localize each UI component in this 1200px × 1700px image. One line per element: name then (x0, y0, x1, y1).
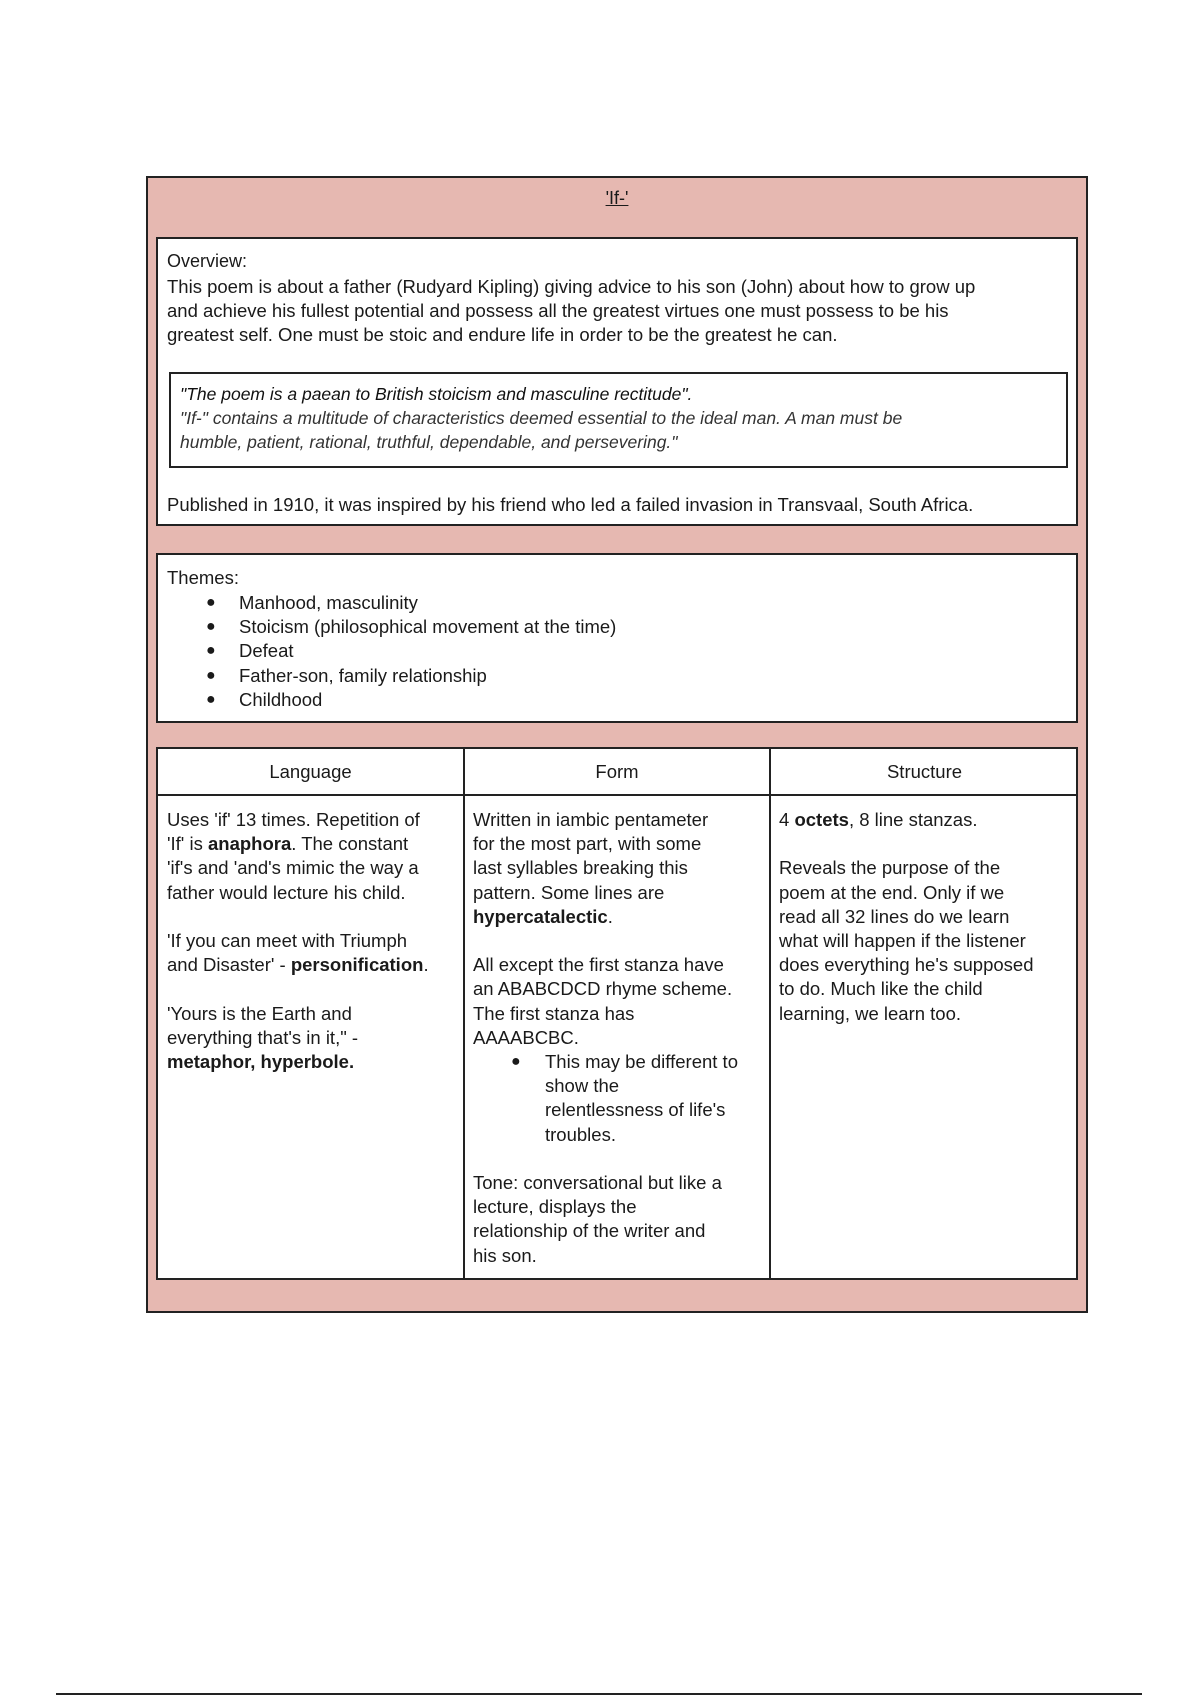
text-line: This may be different to (545, 1051, 738, 1073)
text-line: relationship of the writer and (473, 1220, 706, 1242)
text-line: 4 octets, 8 line stanzas. (779, 809, 978, 830)
overview-label: Overview: (167, 251, 248, 271)
text-line: 'If' is anaphora. The constant (167, 833, 409, 855)
themes-panel (156, 553, 1078, 723)
text-line: 'If you can meet with Triumph (167, 930, 408, 951)
page-title: 'If-' (605, 188, 629, 208)
text-line: show the (545, 1075, 620, 1097)
text-line: learning, we learn too. (779, 1002, 962, 1024)
published-note: Published in 1910, it was inspired by his friend who led a failed invasion in Transvaal, South Africa. (167, 494, 974, 515)
themes-list (167, 591, 616, 712)
quote-box (169, 372, 1068, 468)
text-line: Reveals the purpose of the (779, 857, 1001, 879)
text-line: metaphor, hyperbole. (167, 1051, 355, 1072)
text-line: what will happen if the listener (779, 930, 1026, 951)
text-line: for the most part, with some (473, 833, 702, 855)
form-bullet-item (473, 1050, 765, 1147)
text-line: Uses 'if' 13 times. Repetition of (167, 809, 420, 830)
quote-line: humble, patient, rational, truthful, dependable, and persevering." (180, 432, 678, 452)
bullet-icon: ● (206, 618, 216, 636)
header-divider (158, 794, 1076, 796)
theme-item: ● Manhood, masculinity (167, 591, 616, 615)
text-line: read all 32 lines do we learn (779, 905, 1010, 927)
bullet-icon: ● (206, 594, 216, 611)
overview-line: greatest self. One must be stoic and endure life in order to be the greatest he can. (167, 324, 838, 345)
bullet-icon: ● (206, 642, 216, 660)
text-line: The first stanza has (473, 1002, 635, 1024)
text-line: troubles. (545, 1123, 616, 1145)
text-line: AAAABCBC. (473, 1026, 579, 1048)
column-divider (769, 749, 771, 1278)
column-divider (463, 749, 465, 1278)
text-line: Written in iambic pentameter (473, 809, 709, 830)
theme-item: ● Defeat (167, 639, 616, 663)
theme-item: ● Father-son, family relationship (167, 664, 616, 688)
text-line: an ABABCDCD rhyme scheme. (473, 978, 733, 1000)
bullet-icon: ● (511, 1053, 521, 1071)
text-line: lecture, displays the (473, 1196, 637, 1218)
overview-paragraph (167, 275, 1067, 347)
structure-cell (779, 808, 1075, 1026)
analysis-table (156, 747, 1078, 1280)
poem-summary-card (146, 176, 1088, 1313)
text-line: father would lecture his child. (167, 881, 406, 903)
themes-label: Themes: (167, 567, 239, 588)
text-line: 'Yours is the Earth and (167, 1002, 352, 1024)
header-form: Form (595, 761, 639, 782)
form-cell (473, 808, 765, 1268)
bullet-icon: ● (206, 666, 216, 684)
overview-panel (156, 237, 1078, 526)
text-line: poem at the end. Only if we (779, 881, 1005, 903)
language-cell (167, 808, 459, 1074)
text-line: relentlessness of life's (545, 1099, 726, 1121)
header-structure: Structure (886, 761, 963, 782)
text-line: All except the first stanza have (473, 954, 724, 976)
theme-item: ● Childhood (167, 688, 616, 712)
quote-line: "If-" contains a multitude of characteristics deemed essential to the ideal man. A man must be (180, 408, 903, 428)
header-language: Language (269, 761, 352, 782)
theme-item: ● Stoicism (philosophical movement at the time) (167, 615, 616, 639)
page-bottom-rule (56, 1693, 1142, 1695)
text-line: and Disaster' - personification. (167, 954, 429, 976)
bullet-icon: ● (206, 690, 216, 708)
text-line: Tone: conversational but like a (473, 1172, 722, 1194)
overview-line: This poem is about a father (Rudyard Kipling) giving advice to his son (John) about how to grow up (167, 276, 976, 297)
text-line: hypercatalectic. (473, 905, 613, 927)
quote-line: "The poem is a paean to British stoicism and masculine rectitude". (180, 384, 693, 404)
overview-line: and achieve his fullest potential and possess all the greatest virtues one must possess to be his (167, 300, 949, 321)
text-line: to do. Much like the child (779, 978, 983, 1000)
text-line: last syllables breaking this (473, 857, 688, 879)
text-line: pattern. Some lines are (473, 881, 665, 903)
text-line: does everything he's supposed (779, 954, 1034, 976)
text-line: his son. (473, 1244, 537, 1266)
text-line: everything that's in it," - (167, 1026, 359, 1048)
text-line: 'if's and 'and's mimic the way a (167, 857, 419, 879)
